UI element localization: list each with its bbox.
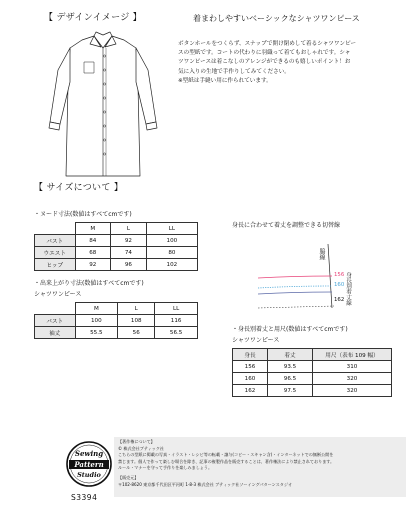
finished-label: ・出来上がり寸法(数値はすべてcmです) [34,280,144,287]
hem-line [258,306,334,308]
description-line: スの型紙です。コートの代わりに羽織って着てもおしゃれです。シャ [178,50,351,57]
mark-162: 162 [334,297,345,303]
table-cell: 160 [233,373,268,385]
tagline: 着まわしやすいベーシックなシャツワンピース [193,14,360,23]
height-table-label: ・身長別着丈と用尺(数値はすべてcmです) [232,326,348,333]
cut-line-156 [258,276,332,278]
sewing-pattern-studio-logo [66,441,112,487]
description-line: 気に入りの生地で手作りしてみてください。 [178,68,290,75]
copyright-line: 禁じます。個人で作って楽しむ場合を除き、記事の複製作品を販売することは、著作権法により禁止されております。 [118,458,335,464]
row-header: ウエスト [35,247,76,259]
table-cell: 74 [111,247,147,259]
table-cell: 56 [118,327,155,339]
row-header: 袖丈 [35,327,76,339]
height-table-sublabel: シャツワンピース [232,337,280,344]
height-table [232,348,392,397]
table-row [233,385,392,397]
finished-table [34,302,198,339]
table-corner [35,303,76,315]
description-line: ツワンピースは着こなしのアレンジができるのも嬉しいポイント！お [178,59,351,66]
description-line: ※型紙は手縫い用に作られています。 [178,77,272,84]
table-row [35,259,198,271]
table-corner [35,223,76,235]
column-header: 身長 [233,349,268,361]
row-header: バスト [35,235,76,247]
copyright-line: 〒102-8620 東京都千代田区平河町 1-8-3 株式会社 ブティック社ソーイングパターンスタジオ [118,481,293,487]
nude-label: ・ヌード寸法(数値はすべてcmです) [34,211,132,218]
table-cell: 92 [75,259,111,271]
design-image-heading: 【 デザインイメージ 】 [44,13,142,23]
table-cell: 162 [233,385,268,397]
column-header: M [75,223,111,235]
copyright-line: 【著作権について】 [118,439,155,444]
copyright-line: © 株式会社ブティック社 [118,445,165,451]
table-cell: 108 [118,315,155,327]
table-cell: 100 [146,235,197,247]
table-row [233,373,392,385]
column-header: LL [155,303,198,315]
description-line: ボタンホールをつくらず、スナップで開け閉めして着るシャツワンピー [178,41,357,47]
table-cell: 310 [313,361,392,373]
finished-sublabel: シャツワンピース [34,291,82,298]
table-row [35,235,198,247]
table-cell: 55.5 [75,327,118,339]
cut-line-160 [258,286,332,288]
row-header: バスト [35,315,76,327]
cut-line-162 [258,292,332,294]
logo-text-sewing: Sewing [74,449,104,458]
table-row [233,361,392,373]
table-cell: 56.5 [155,327,198,339]
table-row [35,247,198,259]
product-code: S3394 [71,493,98,502]
table-cell: 156 [233,361,268,373]
table-cell: 97.5 [268,385,313,397]
column-header: L [118,303,155,315]
column-header: L [111,223,147,235]
shirt-dress-illustration [44,26,162,186]
table-cell: 96.5 [268,373,313,385]
table-cell: 93.5 [268,361,313,373]
column-header: M [75,303,118,315]
table-cell: 80 [146,247,197,259]
column-header: 着丈 [268,349,313,361]
table-cell: 100 [75,315,118,327]
table-cell: 116 [155,315,198,327]
height-line-label: 身長別着丈線 [345,272,351,306]
copyright-notice [114,437,406,497]
table-cell: 102 [146,259,197,271]
mark-160: 160 [334,282,345,288]
table-cell: 92 [111,235,147,247]
table-cell: 320 [313,373,392,385]
column-header: 用尺（表布 109 幅） [313,349,392,361]
description [178,40,408,86]
mark-156: 156 [334,272,345,278]
side-seam-label: 脇線 [318,248,325,260]
copyright-line: ルール・マナーを守って手作りを楽しみましょう。 [118,465,213,471]
height-diagram-title: 身長に合わせて着丈を調整できる切替線 [232,222,341,229]
table-row [35,327,198,339]
copyright-line: 【販売元】 [118,474,139,480]
table-cell: 68 [75,247,111,259]
logo-text-studio: Studio [77,471,101,479]
table-cell: 96 [111,259,147,271]
nude-table [34,222,198,271]
table-cell: 84 [75,235,111,247]
column-header: LL [146,223,197,235]
table-cell: 320 [313,385,392,397]
table-row [35,315,198,327]
copyright-line: こちらの型紙に掲載の写真・イラスト・レシピ等の転載・譲与(コピー・スキャン含)・インターネットでの無断公開を [118,452,334,458]
logo-text-pattern: Pattern [74,460,104,469]
size-heading: 【 サイズについて 】 [34,183,124,193]
row-header: ヒップ [35,259,76,271]
